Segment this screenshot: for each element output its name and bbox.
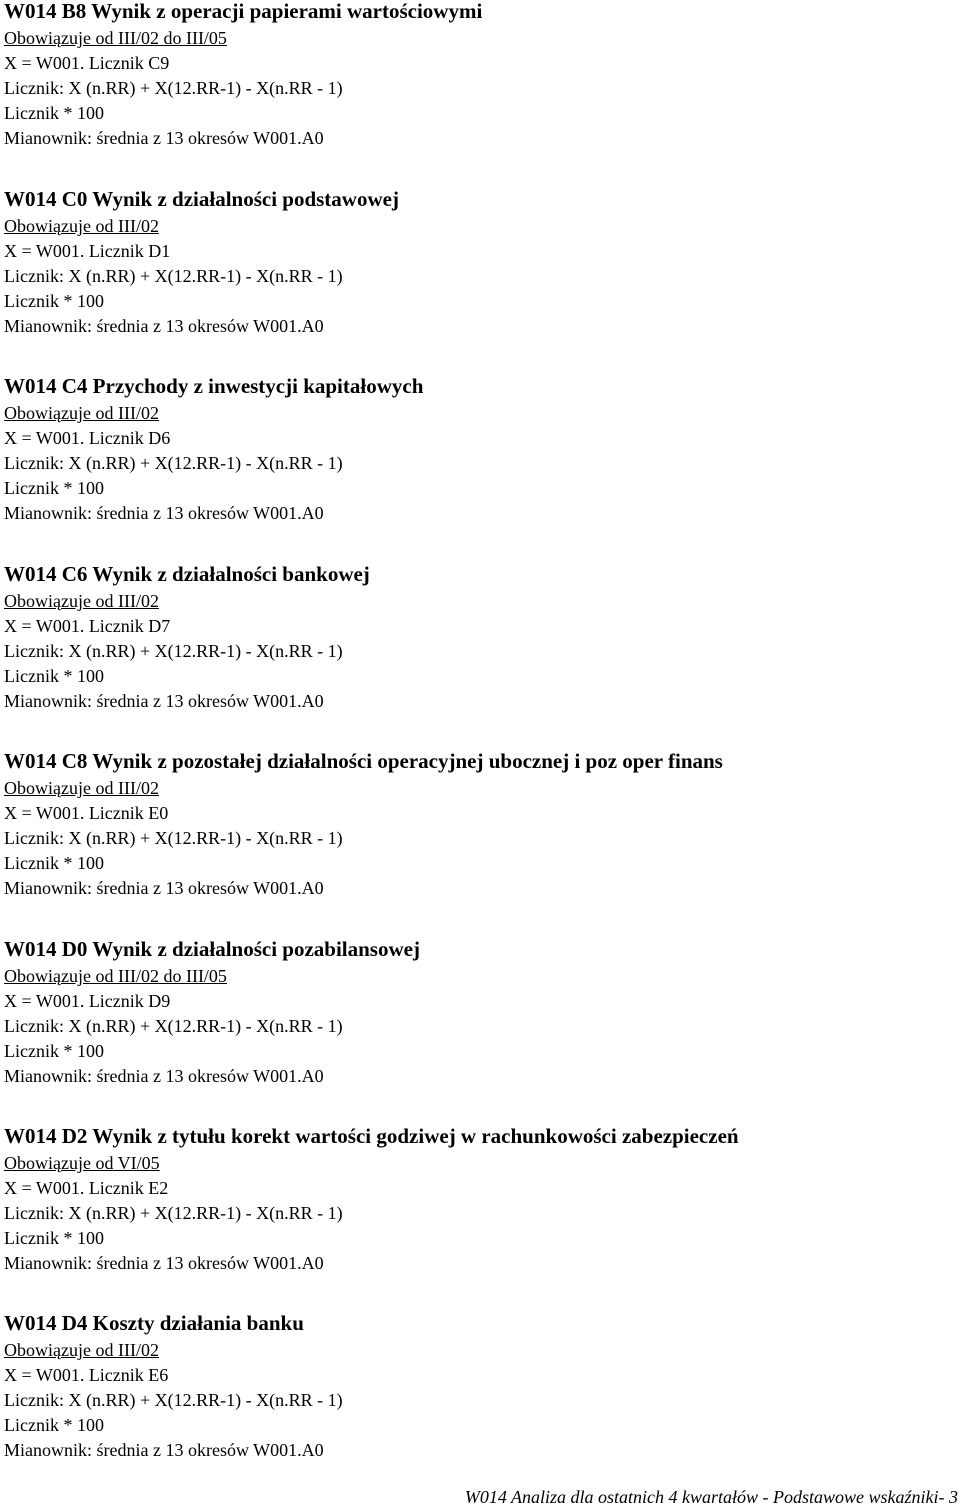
entry-title: W014 D2 Wynik z tytułu korekt wartości godziwej w rachunkowości zabezpieczeń <box>4 1124 739 1148</box>
entry-multiplier: Licznik * 100 <box>4 1041 104 1061</box>
entry-title: W014 C8 Wynik z pozostałej działalności operacyjnej ubocznej i poz oper finans <box>4 749 723 773</box>
entry-numerator: Licznik: X (n.RR) + X(12.RR-1) - X(n.RR - 1) <box>4 266 343 286</box>
entry-numerator: Licznik: X (n.RR) + X(12.RR-1) - X(n.RR - 1) <box>4 641 343 661</box>
entry-x-definition: X = W001. Licznik D1 <box>4 241 171 261</box>
entry-multiplier: Licznik * 100 <box>4 478 104 498</box>
entry-multiplier: Licznik * 100 <box>4 1415 104 1435</box>
entry-title: W014 C6 Wynik z działalności bankowej <box>4 562 370 586</box>
entry-validity: Obowiązuje od III/02 do III/05 <box>4 28 227 48</box>
entry-multiplier: Licznik * 100 <box>4 666 104 686</box>
entry-numerator: Licznik: X (n.RR) + X(12.RR-1) - X(n.RR - 1) <box>4 78 343 98</box>
entry-denominator: Mianownik: średnia z 13 okresów W001.A0 <box>4 503 324 523</box>
entry-x-definition: X = W001. Licznik D9 <box>4 991 171 1011</box>
entry-validity: Obowiązuje od III/02 <box>4 216 159 236</box>
entry-multiplier: Licznik * 100 <box>4 103 104 123</box>
entry-denominator: Mianownik: średnia z 13 okresów W001.A0 <box>4 316 324 336</box>
entry-x-definition: X = W001. Licznik D6 <box>4 428 171 448</box>
entry-denominator: Mianownik: średnia z 13 okresów W001.A0 <box>4 1440 324 1460</box>
entry-denominator: Mianownik: średnia z 13 okresów W001.A0 <box>4 878 324 898</box>
indicator-entry <box>4 184 954 339</box>
indicator-entry <box>4 1308 954 1463</box>
entry-validity: Obowiązuje od III/02 <box>4 591 159 611</box>
entry-denominator: Mianownik: średnia z 13 okresów W001.A0 <box>4 1066 324 1086</box>
entry-numerator: Licznik: X (n.RR) + X(12.RR-1) - X(n.RR - 1) <box>4 828 343 848</box>
indicator-entry <box>4 371 954 526</box>
entry-numerator: Licznik: X (n.RR) + X(12.RR-1) - X(n.RR - 1) <box>4 1016 343 1036</box>
indicator-entry <box>4 559 954 714</box>
entry-multiplier: Licznik * 100 <box>4 853 104 873</box>
entry-title: W014 D0 Wynik z działalności pozabilansowej <box>4 937 420 961</box>
entry-validity: Obowiązuje od III/02 <box>4 778 159 798</box>
entry-numerator: Licznik: X (n.RR) + X(12.RR-1) - X(n.RR - 1) <box>4 1203 343 1223</box>
indicator-entry <box>4 0 954 151</box>
entry-title: W014 B8 Wynik z operacji papierami wartościowymi <box>4 0 483 23</box>
entry-validity: Obowiązuje od III/02 <box>4 1340 159 1360</box>
entry-validity: Obowiązuje od III/02 do III/05 <box>4 966 227 986</box>
entry-validity: Obowiązuje od VI/05 <box>4 1153 160 1173</box>
entry-x-definition: X = W001. Licznik E0 <box>4 803 169 823</box>
entry-x-definition: X = W001. Licznik E6 <box>4 1365 169 1385</box>
entry-numerator: Licznik: X (n.RR) + X(12.RR-1) - X(n.RR - 1) <box>4 453 343 473</box>
entry-title: W014 C0 Wynik z działalności podstawowej <box>4 187 399 211</box>
entry-title: W014 D4 Koszty działania banku <box>4 1311 304 1335</box>
entry-x-definition: X = W001. Licznik E2 <box>4 1178 169 1198</box>
page-footer: W014 Analiza dla ostatnich 4 kwartałów - Podstawowe wskaźniki- 3 <box>464 1487 958 1507</box>
entry-denominator: Mianownik: średnia z 13 okresów W001.A0 <box>4 128 324 148</box>
entry-denominator: Mianownik: średnia z 13 okresów W001.A0 <box>4 691 324 711</box>
indicator-entry <box>4 934 954 1089</box>
entry-numerator: Licznik: X (n.RR) + X(12.RR-1) - X(n.RR - 1) <box>4 1390 343 1410</box>
entry-title: W014 C4 Przychody z inwestycji kapitałowych <box>4 374 424 398</box>
entry-x-definition: X = W001. Licznik D7 <box>4 616 171 636</box>
entry-denominator: Mianownik: średnia z 13 okresów W001.A0 <box>4 1253 324 1273</box>
entry-x-definition: X = W001. Licznik C9 <box>4 53 170 73</box>
indicator-entry <box>4 1121 954 1276</box>
indicator-entry <box>4 746 954 901</box>
entry-multiplier: Licznik * 100 <box>4 1228 104 1248</box>
entry-multiplier: Licznik * 100 <box>4 291 104 311</box>
entry-validity: Obowiązuje od III/02 <box>4 403 159 423</box>
